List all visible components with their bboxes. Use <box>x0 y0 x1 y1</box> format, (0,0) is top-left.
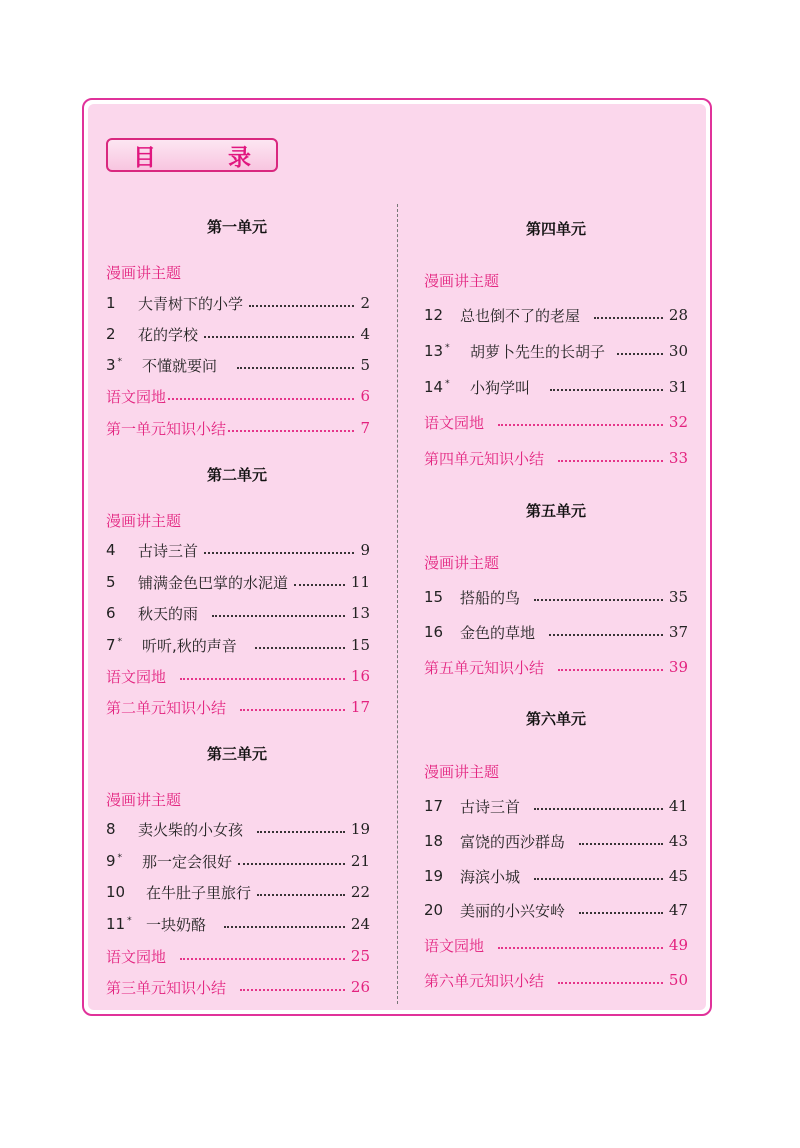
lesson-number: 6 <box>106 604 116 622</box>
lesson-number: 11 * <box>106 915 132 933</box>
lesson-title: 小狗学叫 <box>470 378 531 397</box>
dot-leader <box>594 317 663 319</box>
toc-entry[interactable] <box>106 353 370 377</box>
page-number: 47 <box>668 901 688 919</box>
toc-entry[interactable] <box>424 933 688 957</box>
unit-heading: 第五单元 <box>525 502 586 520</box>
summary-title: 第四单元知识小结 <box>424 449 545 468</box>
toc-entry[interactable] <box>106 633 370 657</box>
lesson-title: 总也倒不了的老屋 <box>460 306 581 325</box>
summary-title: 第六单元知识小结 <box>424 971 545 990</box>
page-number: 17 <box>350 698 370 716</box>
page-number: 30 <box>668 342 688 360</box>
toc-entry[interactable] <box>424 446 688 470</box>
lesson-title: 那一定会很好 <box>142 852 233 871</box>
toc-entry[interactable] <box>424 829 688 853</box>
lesson-number: 14 * <box>424 378 450 396</box>
dot-leader <box>498 947 663 949</box>
dot-leader <box>180 678 345 680</box>
page-number: 45 <box>668 867 688 885</box>
lesson-number: 7 * <box>106 636 123 654</box>
dot-leader <box>240 989 345 991</box>
page-number: 16 <box>350 667 370 685</box>
toc-entry[interactable] <box>106 384 370 408</box>
toc-entry[interactable] <box>106 695 370 719</box>
summary-title: 第一单元知识小结 <box>106 419 227 438</box>
toc-entry[interactable] <box>106 664 370 688</box>
theme-link[interactable]: 漫画讲主题 <box>106 791 182 809</box>
dot-leader <box>579 843 663 845</box>
dot-leader <box>294 584 345 586</box>
dot-leader <box>180 958 345 960</box>
lesson-number: 3 * <box>106 356 123 374</box>
page-number: 28 <box>668 306 688 324</box>
page-number: 43 <box>668 832 688 850</box>
toc-entry[interactable] <box>106 322 370 346</box>
lesson-number: 9 * <box>106 852 123 870</box>
page-number: 32 <box>668 413 688 431</box>
dot-leader <box>550 389 663 391</box>
lesson-number: 15 <box>424 588 444 606</box>
dot-leader <box>237 367 354 369</box>
dot-leader <box>617 353 663 355</box>
toc-entry[interactable] <box>424 968 688 992</box>
lesson-title: 铺满金色巴掌的水泥道 <box>138 573 289 592</box>
page-number: 26 <box>350 978 370 996</box>
toc-entry[interactable] <box>106 570 370 594</box>
lesson-title: 美丽的小兴安岭 <box>460 901 566 920</box>
toc-entry[interactable] <box>106 849 370 873</box>
toc-entry[interactable] <box>106 291 370 315</box>
lesson-title: 胡萝卜先生的长胡子 <box>470 342 606 361</box>
lesson-title: 一块奶酪 <box>146 915 207 934</box>
page-number: 49 <box>668 936 688 954</box>
theme-link[interactable]: 漫画讲主题 <box>106 264 182 282</box>
column-divider <box>397 204 398 1004</box>
lesson-number: 18 <box>424 832 444 850</box>
lesson-title: 大青树下的小学 <box>138 294 244 313</box>
toc-entry[interactable] <box>424 339 688 363</box>
lesson-number: 13 * <box>424 342 450 360</box>
toc-entry[interactable] <box>106 975 370 999</box>
page-number: 39 <box>668 658 688 676</box>
lesson-title: 富饶的西沙群岛 <box>460 832 566 851</box>
summary-title: 第二单元知识小结 <box>106 698 227 717</box>
unit-heading: 第六单元 <box>525 710 586 728</box>
page-number: 19 <box>350 820 370 838</box>
dot-leader <box>549 634 663 636</box>
toc-entry[interactable] <box>106 601 370 625</box>
lesson-title: 在牛肚子里旅行 <box>146 883 252 902</box>
dot-leader <box>204 336 354 338</box>
page-number: 5 <box>360 356 370 374</box>
garden-title: 语文园地 <box>424 413 485 432</box>
unit-heading: 第三单元 <box>206 745 267 763</box>
dot-leader <box>238 863 345 865</box>
garden-title: 语文园地 <box>106 387 167 406</box>
page-number: 2 <box>360 294 370 312</box>
lesson-number: 12 <box>424 306 444 324</box>
theme-link[interactable]: 漫画讲主题 <box>424 554 500 572</box>
lesson-number: 19 <box>424 867 444 885</box>
page-number: 25 <box>350 947 370 965</box>
lesson-title: 秋天的雨 <box>138 604 199 623</box>
lesson-title: 金色的草地 <box>460 623 536 642</box>
toc-title-box <box>106 138 283 172</box>
lesson-number: 4 <box>106 541 116 559</box>
toc-entry[interactable] <box>424 410 688 434</box>
toc-entry[interactable] <box>424 794 688 818</box>
dot-leader <box>534 878 663 880</box>
theme-link[interactable]: 漫画讲主题 <box>106 512 182 530</box>
dot-leader <box>534 808 663 810</box>
toc-entry[interactable] <box>106 880 370 904</box>
unit-heading: 第一单元 <box>206 218 267 236</box>
page-number: 33 <box>668 449 688 467</box>
page-number: 37 <box>668 623 688 641</box>
toc-entry[interactable] <box>106 416 370 440</box>
toc-entry[interactable] <box>424 898 688 922</box>
dot-leader <box>168 398 354 400</box>
toc-entry[interactable] <box>106 817 370 841</box>
theme-link[interactable]: 漫画讲主题 <box>424 272 500 290</box>
lesson-number: 17 <box>424 797 444 815</box>
dot-leader <box>558 982 663 984</box>
dot-leader <box>228 430 354 432</box>
page-number: 9 <box>360 541 370 559</box>
lesson-title: 不懂就要问 <box>142 356 218 375</box>
page-number: 22 <box>350 883 370 901</box>
lesson-number: 1 <box>106 294 116 312</box>
dot-leader <box>240 709 345 711</box>
lesson-title: 卖火柴的小女孩 <box>138 820 244 839</box>
lesson-number: 5 <box>106 573 116 591</box>
lesson-number: 16 <box>424 623 444 641</box>
lesson-title: 海滨小城 <box>460 867 521 886</box>
toc-entry[interactable] <box>106 538 370 562</box>
garden-title: 语文园地 <box>106 667 167 686</box>
unit-heading: 第四单元 <box>525 220 586 238</box>
toc-entry[interactable] <box>424 620 688 644</box>
toc-entry[interactable] <box>424 375 688 399</box>
dot-leader <box>249 305 354 307</box>
lesson-number: 20 <box>424 901 444 919</box>
garden-title: 语文园地 <box>106 947 167 966</box>
lesson-number: 2 <box>106 325 116 343</box>
page-number: 15 <box>350 636 370 654</box>
dot-leader <box>558 460 663 462</box>
dot-leader <box>257 831 345 833</box>
lesson-number: 8 <box>106 820 116 838</box>
toc-entry[interactable] <box>424 585 688 609</box>
page-number: 7 <box>360 419 370 437</box>
page-number: 41 <box>668 797 688 815</box>
toc-entry[interactable] <box>106 944 370 968</box>
page-number: 4 <box>360 325 370 343</box>
page-number: 50 <box>668 971 688 989</box>
page-number: 24 <box>350 915 370 933</box>
dot-leader <box>255 647 345 649</box>
lesson-title: 花的学校 <box>138 325 199 344</box>
lesson-title: 听听,秋的声音 <box>142 636 237 655</box>
lesson-title: 古诗三首 <box>460 797 521 816</box>
dot-leader <box>558 669 663 671</box>
page-number: 31 <box>668 378 688 396</box>
page-number: 21 <box>350 852 370 870</box>
lesson-title: 搭船的鸟 <box>460 588 521 607</box>
page-number: 13 <box>350 604 370 622</box>
theme-link[interactable]: 漫画讲主题 <box>424 763 500 781</box>
dot-leader <box>204 552 354 554</box>
toc-entry[interactable] <box>424 864 688 888</box>
summary-title: 第五单元知识小结 <box>424 658 545 677</box>
dot-leader <box>224 926 345 928</box>
toc-entry[interactable] <box>424 303 688 327</box>
dot-leader <box>498 424 663 426</box>
page-number: 6 <box>360 387 370 405</box>
toc-entry[interactable] <box>424 655 688 679</box>
dot-leader <box>534 599 663 601</box>
page-number: 35 <box>668 588 688 606</box>
page-number: 11 <box>350 573 370 591</box>
unit-heading: 第二单元 <box>206 466 267 484</box>
dot-leader <box>212 615 345 617</box>
dot-leader <box>257 894 345 896</box>
toc-title: 目 录 <box>132 144 283 171</box>
lesson-title: 古诗三首 <box>138 541 199 560</box>
toc-entry[interactable] <box>106 912 370 936</box>
lesson-number: 10 <box>106 883 126 901</box>
dot-leader <box>579 912 663 914</box>
garden-title: 语文园地 <box>424 936 485 955</box>
summary-title: 第三单元知识小结 <box>106 978 227 997</box>
